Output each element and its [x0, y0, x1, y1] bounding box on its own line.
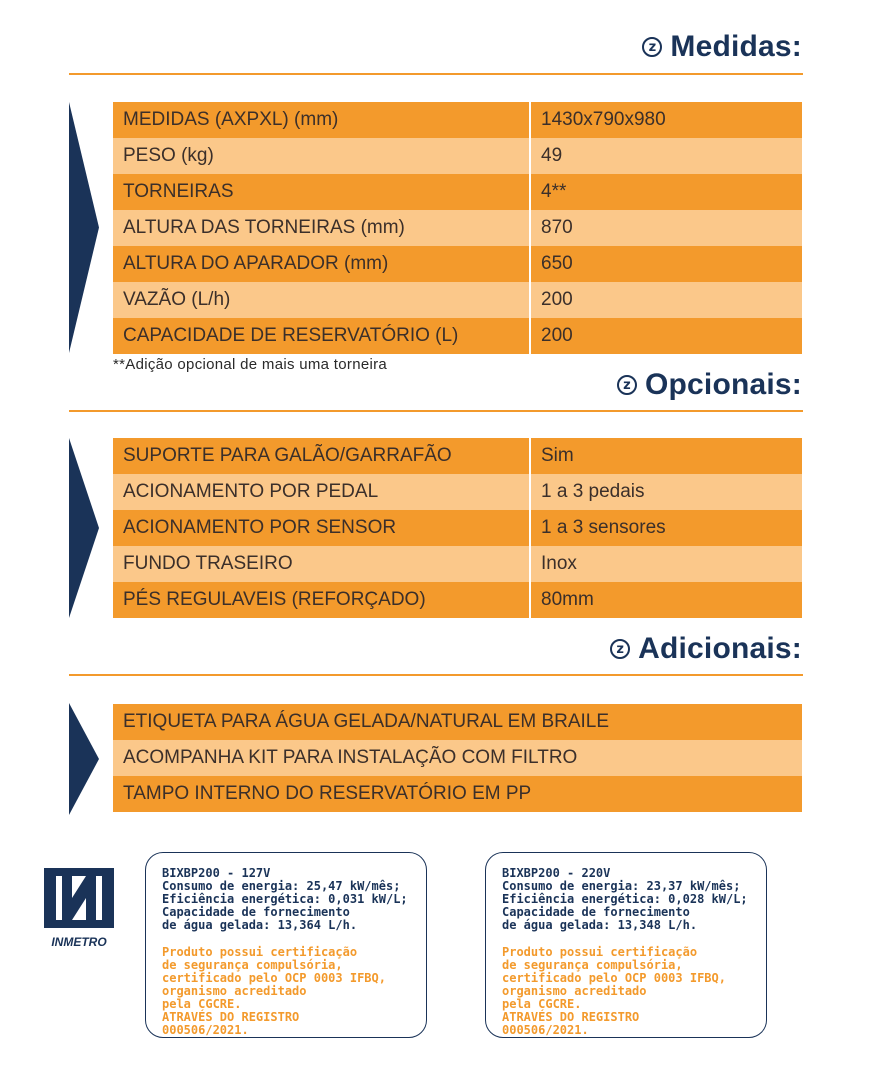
- list-item: ACOMPANHA KIT PARA INSTALAÇÃO COM FILTRO: [113, 740, 802, 776]
- table-row: [113, 510, 802, 546]
- card-cert-line: Produto possui certificação: [502, 945, 698, 959]
- card-line: de água gelada: 13,348 L/h.: [502, 918, 698, 932]
- medidas-table: [113, 102, 802, 354]
- card-line: Eficiência energética: 0,028 kW/L;: [502, 892, 748, 906]
- table-row: [113, 318, 802, 354]
- spec-label: PESO (kg): [113, 138, 530, 174]
- card-cert-line: Produto possui certificação: [162, 945, 358, 959]
- spec-value: 1 a 3 pedais: [530, 474, 802, 510]
- spec-label: PÉS REGULAVEIS (REFORÇADO): [113, 582, 530, 618]
- energy-card-220v: [485, 852, 767, 1038]
- brand-logo-icon: z: [617, 375, 637, 395]
- section-header-adicionais: [610, 632, 802, 666]
- card-cert-line: pela CGCRE.: [502, 997, 582, 1011]
- chevron-right-icon: [69, 102, 99, 353]
- spec-value: 1430x790x980: [530, 102, 802, 138]
- card-cert-line: 000506/2021.: [502, 1023, 589, 1037]
- table-row: [113, 438, 802, 474]
- table-row: [113, 174, 802, 210]
- card-cert-line: organismo acreditado: [162, 984, 307, 998]
- list-item: ETIQUETA PARA ÁGUA GELADA/NATURAL EM BRAILE: [113, 704, 802, 740]
- spec-label: FUNDO TRASEIRO: [113, 546, 530, 582]
- opcionais-table: [113, 438, 802, 618]
- card-cert-line: ATRAVÉS DO REGISTRO: [162, 1010, 300, 1024]
- section-title: Adicionais:: [638, 632, 802, 665]
- spec-value: 870: [530, 210, 802, 246]
- spec-value: 49: [530, 138, 802, 174]
- card-cert-line: 000506/2021.: [162, 1023, 249, 1037]
- spec-label: CAPACIDADE DE RESERVATÓRIO (L): [113, 318, 530, 354]
- spec-label: ACIONAMENTO POR SENSOR: [113, 510, 530, 546]
- spec-label: ALTURA DO APARADOR (mm): [113, 246, 530, 282]
- card-cert-line: pela CGCRE.: [162, 997, 242, 1011]
- card-cert-line: ATRAVÉS DO REGISTRO: [502, 1010, 640, 1024]
- spec-value: 4**: [530, 174, 802, 210]
- spec-value: 200: [530, 318, 802, 354]
- spec-label: VAZÃO (L/h): [113, 282, 530, 318]
- inmetro-label: INMETRO: [51, 935, 107, 949]
- footnote: **Adição opcional de mais uma torneira: [113, 356, 388, 373]
- brand-logo-icon: z: [610, 639, 630, 659]
- card-cert-line: certificado pelo OCP 0003 IFBQ,: [502, 971, 726, 985]
- divider: [69, 73, 803, 75]
- table-row: [113, 138, 802, 174]
- divider: [69, 410, 803, 412]
- card-line: Capacidade de fornecimento: [162, 905, 350, 919]
- table-row: [113, 246, 802, 282]
- table-row: [113, 474, 802, 510]
- spec-label: ALTURA DAS TORNEIRAS (mm): [113, 210, 530, 246]
- card-cert-line: de segurança compulsória,: [162, 958, 343, 972]
- spec-label: SUPORTE PARA GALÃO/GARRAFÃO: [113, 438, 530, 474]
- chevron-right-icon: [69, 703, 99, 815]
- section-title: Opcionais:: [644, 368, 802, 401]
- table-row: [113, 282, 802, 318]
- card-cert-line: de segurança compulsória,: [502, 958, 683, 972]
- table-row: [113, 102, 802, 138]
- spec-value: Sim: [530, 438, 802, 474]
- card-line: Eficiência energética: 0,031 kW/L;: [162, 892, 408, 906]
- table-row: [113, 582, 802, 618]
- card-line: Consumo de energia: 25,47 kW/mês;: [162, 879, 401, 893]
- spec-label: MEDIDAS (AXPXL) (mm): [113, 102, 530, 138]
- spec-value: Inox: [530, 546, 802, 582]
- card-line: Consumo de energia: 23,37 kW/mês;: [502, 879, 741, 893]
- section-header-medidas: [642, 30, 802, 64]
- table-row: [113, 210, 802, 246]
- divider: [69, 674, 803, 676]
- spec-value: 1 a 3 sensores: [530, 510, 802, 546]
- list-item: TAMPO INTERNO DO RESERVATÓRIO EM PP: [113, 776, 802, 812]
- card-cert-line: certificado pelo OCP 0003 IFBQ,: [162, 971, 386, 985]
- chevron-right-icon: [69, 438, 99, 618]
- spec-value: 650: [530, 246, 802, 282]
- section-header-opcionais: [617, 368, 802, 402]
- card-line: Capacidade de fornecimento: [502, 905, 690, 919]
- card-model: BIXBP200 - 127V: [162, 866, 271, 880]
- spec-label: ACIONAMENTO POR PEDAL: [113, 474, 530, 510]
- card-line: de água gelada: 13,364 L/h.: [162, 918, 358, 932]
- adicionais-list: [113, 704, 802, 812]
- card-model: BIXBP200 - 220V: [502, 866, 611, 880]
- card-cert-line: organismo acreditado: [502, 984, 647, 998]
- spec-value: 80mm: [530, 582, 802, 618]
- table-row: [113, 546, 802, 582]
- inmetro-logo: [44, 868, 114, 949]
- section-title: Medidas:: [670, 30, 802, 63]
- spec-value: 200: [530, 282, 802, 318]
- energy-card-127v: [145, 852, 427, 1038]
- spec-label: TORNEIRAS: [113, 174, 530, 210]
- inmetro-icon: [44, 868, 114, 928]
- brand-logo-icon: z: [642, 37, 662, 57]
